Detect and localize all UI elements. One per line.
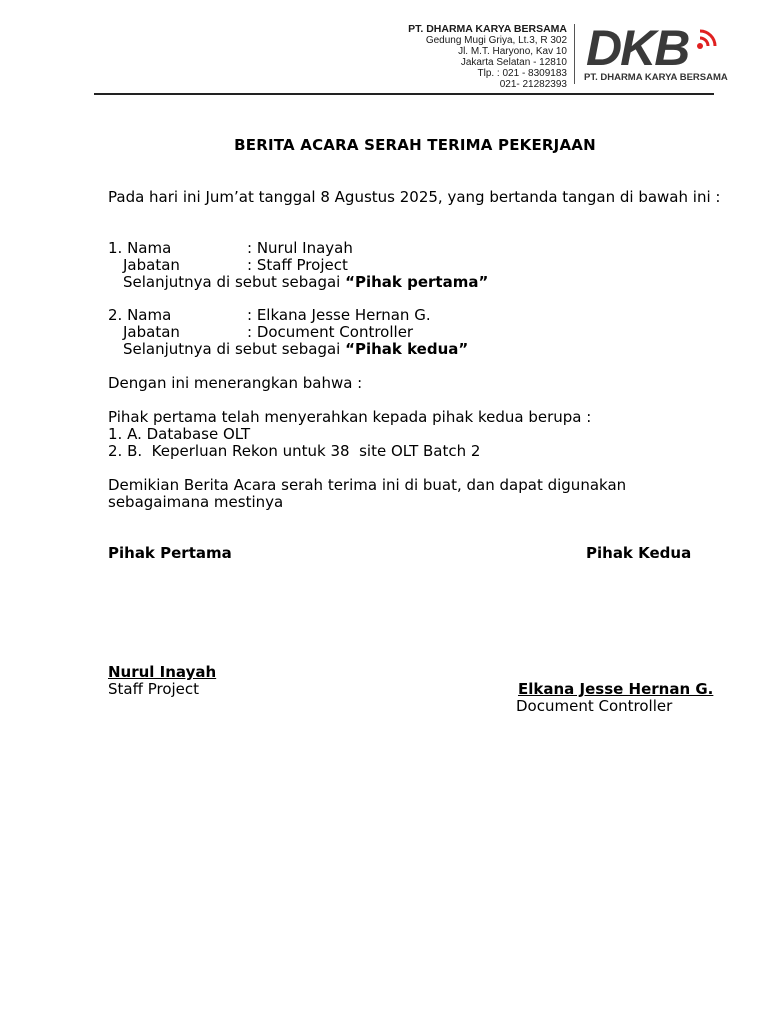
list-item: 1. A. Database OLT	[108, 425, 251, 443]
letterhead-company: PT. DHARMA KARYA BERSAMA	[408, 23, 567, 35]
closing-line: sebagaimana mestinya	[108, 493, 284, 511]
signature-role-right: Document Controller	[516, 697, 673, 715]
company-logo	[584, 20, 728, 86]
party1-jabatan-label: Jabatan	[123, 256, 180, 274]
document-title: BERITA ACARA SERAH TERIMA PEKERJAAN	[234, 136, 596, 154]
header-rule	[94, 93, 714, 95]
handover-intro: Pihak pertama telah menyerahkan kepada pihak kedua berupa :	[108, 408, 592, 426]
party2-refer-bold: “Pihak kedua”	[345, 340, 469, 358]
party2-name-row	[108, 307, 431, 324]
signature-heading-right: Pihak Kedua	[586, 544, 692, 562]
signal-icon	[692, 24, 722, 54]
party1-jabatan-row	[123, 257, 348, 274]
party2-jabatan-label: Jabatan	[123, 323, 180, 341]
signature-heading-left: Pihak Pertama	[108, 544, 232, 562]
party1-refer-row	[123, 274, 488, 291]
logo-wordmark: DKB	[586, 20, 689, 76]
letterhead-address	[380, 24, 567, 90]
party1-name-value: : Nurul Inayah	[247, 239, 353, 257]
signature-name-right: Elkana Jesse Hernan G.	[518, 680, 714, 698]
party1-jabatan-value: : Staff Project	[247, 256, 348, 274]
letterhead-address-line: Jakarta Selatan - 12810	[460, 57, 567, 68]
party1-name-row	[108, 240, 353, 257]
letterhead-address-line: Jl. M.T. Haryono, Kav 10	[458, 46, 567, 57]
letterhead-address-line: Gedung Mugi Griya, Lt.3, R 302	[425, 35, 567, 46]
list-item: 2. B. Keperluan Rekon untuk 38 site OLT Batch 2	[108, 442, 481, 460]
letterhead-divider	[574, 24, 575, 84]
party2-jabatan-value: : Document Controller	[247, 323, 414, 341]
logo-subtitle: PT. DHARMA KARYA BERSAMA	[584, 72, 728, 83]
letterhead-phone: 021- 21282393	[499, 79, 567, 90]
party1-refer-text: Selanjutnya di sebut sebagai	[123, 273, 346, 291]
intro-paragraph: Pada hari ini Jum’at tanggal 8 Agustus 2025, yang bertanda tangan di bawah ini :	[108, 188, 721, 206]
party2-refer-row	[123, 341, 468, 358]
closing-line: Demikian Berita Acara serah terima ini di buat, dan dapat digunakan	[108, 476, 627, 494]
party2-name-label: 2. Nama	[108, 306, 172, 324]
letterhead-phone: Tlp. : 021 - 8309183	[477, 68, 567, 79]
party2-refer-text: Selanjutnya di sebut sebagai	[123, 340, 346, 358]
signature-name-left: Nurul Inayah	[108, 663, 217, 681]
party1-name-label: 1. Nama	[108, 239, 172, 257]
party1-refer-bold: “Pihak pertama”	[345, 273, 489, 291]
statement-line: Dengan ini menerangkan bahwa :	[108, 374, 363, 392]
party2-jabatan-row	[123, 324, 413, 341]
signature-role-left: Staff Project	[108, 680, 200, 698]
party2-name-value: : Elkana Jesse Hernan G.	[247, 306, 431, 324]
